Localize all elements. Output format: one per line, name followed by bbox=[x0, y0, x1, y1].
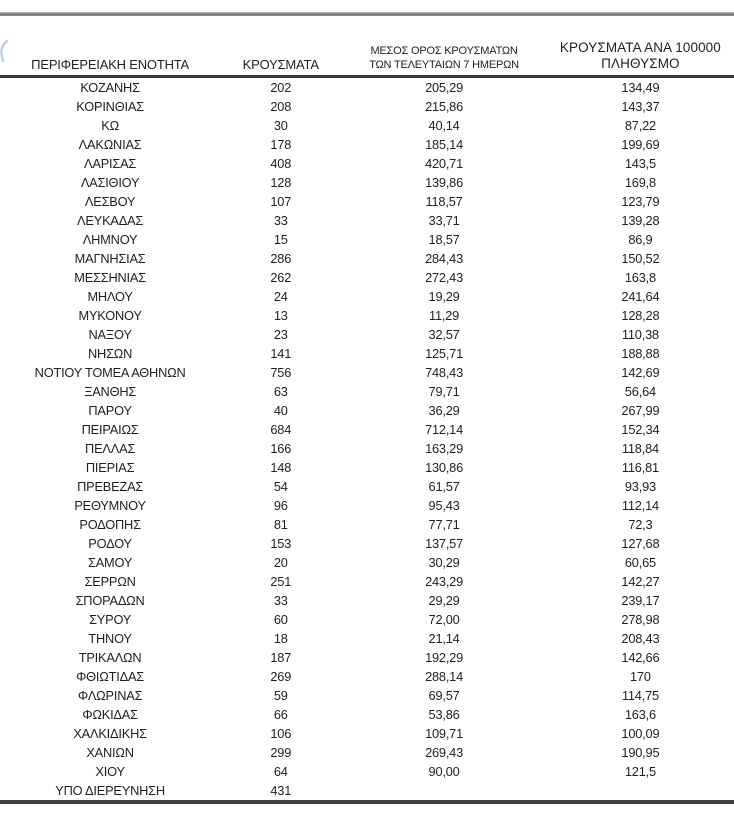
table-row bbox=[0, 743, 734, 762]
cell-cases: 286 bbox=[270, 251, 292, 266]
table-row bbox=[0, 705, 734, 724]
header-per-100000-line2: ΠΛΗΘΥΣΜΟ bbox=[601, 56, 680, 71]
cell-avg7: 40,14 bbox=[428, 118, 460, 133]
cell-per100k: 143,37 bbox=[621, 99, 660, 114]
cell-per100k: 190,95 bbox=[621, 745, 660, 760]
table-row bbox=[0, 667, 734, 686]
cell-avg7: 90,00 bbox=[428, 764, 460, 779]
cell-region: ΠΡΕΒΕΖΑΣ bbox=[77, 479, 144, 494]
table-row bbox=[0, 268, 734, 287]
cell-cases: 251 bbox=[270, 574, 292, 589]
cell-per100k: 118,84 bbox=[621, 441, 659, 456]
cell-cases: 20 bbox=[273, 555, 288, 570]
cell-region: ΦΩΚΙΔΑΣ bbox=[82, 707, 138, 722]
top-divider-line bbox=[0, 12, 734, 16]
table-row bbox=[0, 211, 734, 230]
table-row bbox=[0, 610, 734, 629]
cell-per100k: 150,52 bbox=[621, 251, 660, 266]
table-row bbox=[0, 553, 734, 572]
header-cases: ΚΡΟΥΣΜΑΤΑ bbox=[242, 57, 319, 72]
cell-avg7: 163,29 bbox=[425, 441, 464, 456]
cell-region: ΣΥΡΟΥ bbox=[89, 612, 132, 627]
cell-cases: 24 bbox=[273, 289, 288, 304]
cell-cases: 60 bbox=[273, 612, 288, 627]
cell-cases: 153 bbox=[270, 536, 292, 551]
cell-cases: 178 bbox=[270, 137, 292, 152]
cell-region: ΝΑΞΟΥ bbox=[88, 327, 132, 342]
cell-per100k: 208,43 bbox=[621, 631, 660, 646]
table-row bbox=[0, 249, 734, 268]
cell-avg7: 72,00 bbox=[428, 612, 460, 627]
cell-per100k: 114,75 bbox=[621, 688, 659, 703]
cell-region: ΚΟΖΑΝΗΣ bbox=[80, 80, 140, 95]
cell-per100k: 278,98 bbox=[621, 612, 660, 627]
table-row bbox=[0, 173, 734, 192]
cell-avg7: 21,14 bbox=[428, 631, 460, 646]
cell-avg7: 77,71 bbox=[428, 517, 460, 532]
cell-region: ΧΑΛΚΙΔΙΚΗΣ bbox=[73, 726, 147, 741]
cell-per100k: 128,28 bbox=[621, 308, 660, 323]
cell-avg7: 118,57 bbox=[425, 194, 463, 209]
cell-avg7: 137,57 bbox=[425, 536, 464, 551]
header-per-100000 bbox=[547, 40, 734, 77]
cell-region: ΠΙΕΡΙΑΣ bbox=[85, 460, 135, 475]
cell-region: ΛΑΣΙΘΙΟΥ bbox=[80, 175, 140, 190]
table-row bbox=[0, 477, 734, 496]
table-row bbox=[0, 135, 734, 154]
cell-per100k: 169,8 bbox=[624, 175, 656, 190]
cell-region: ΛΑΚΩΝΙΑΣ bbox=[78, 137, 142, 152]
cell-avg7: 139,86 bbox=[425, 175, 464, 190]
cell-region: ΠΕΙΡΑΙΩΣ bbox=[81, 422, 139, 437]
cell-avg7: 11,29 bbox=[429, 308, 460, 323]
table-row bbox=[0, 192, 734, 211]
cell-per100k: 93,93 bbox=[624, 479, 656, 494]
cell-per100k: 86,9 bbox=[628, 232, 653, 247]
cell-cases: 40 bbox=[273, 403, 288, 418]
table-row bbox=[0, 648, 734, 667]
table-row bbox=[0, 154, 734, 173]
header-avg-7day-line2: ΤΩΝ ΤΕΛΕΥΤΑΙΩΝ 7 ΗΜΕΡΩΝ bbox=[369, 58, 519, 71]
table-row bbox=[0, 325, 734, 344]
cell-cases: 15 bbox=[273, 232, 288, 247]
cell-region: ΡΕΘΥΜΝΟΥ bbox=[74, 498, 146, 513]
cell-cases: 23 bbox=[273, 327, 288, 342]
cell-avg7: 125,71 bbox=[425, 346, 464, 361]
table-row bbox=[0, 77, 734, 98]
table-row bbox=[0, 591, 734, 610]
cell-avg7: 130,86 bbox=[425, 460, 464, 475]
cell-cases: 262 bbox=[270, 270, 292, 285]
cell-avg7: 61,57 bbox=[428, 479, 460, 494]
table-row bbox=[0, 724, 734, 743]
cell-cases: 128 bbox=[270, 175, 292, 190]
cell-avg7: 32,57 bbox=[428, 327, 460, 342]
cell-cases: 202 bbox=[270, 80, 292, 95]
cell-per100k: 188,88 bbox=[621, 346, 660, 361]
cases-by-regional-unit-table bbox=[0, 40, 734, 804]
cell-per100k: 163,8 bbox=[624, 270, 656, 285]
cell-cases: 408 bbox=[270, 156, 292, 171]
table-row bbox=[0, 439, 734, 458]
header-regional-unit: ΠΕΡΙΦΕΡΕΙΑΚΗ ΕΝΟΤΗΤΑ bbox=[31, 57, 189, 72]
cell-region: ΧΑΝΙΩΝ bbox=[86, 745, 134, 760]
table-row bbox=[0, 686, 734, 705]
table-row bbox=[0, 496, 734, 515]
cell-region: ΤΗΝΟΥ bbox=[88, 631, 132, 646]
header-avg-7day-line1: ΜΕΣΟΣ ΟΡΟΣ ΚΡΟΥΣΜΑΤΩΝ bbox=[370, 45, 518, 57]
cell-avg7: 53,86 bbox=[428, 707, 460, 722]
cell-region: ΞΑΝΘΗΣ bbox=[84, 384, 137, 399]
cell-avg7: 192,29 bbox=[425, 650, 464, 665]
cell-cases: 33 bbox=[273, 213, 288, 228]
table-row bbox=[0, 97, 734, 116]
cell-avg7: 69,57 bbox=[428, 688, 460, 703]
cell-region: ΜΥΚΟΝΟΥ bbox=[78, 308, 142, 323]
cell-cases: 187 bbox=[270, 650, 292, 665]
cell-per100k: 267,99 bbox=[621, 403, 660, 418]
table-row bbox=[0, 382, 734, 401]
cell-per100k: 121,5 bbox=[624, 764, 656, 779]
cell-per100k: 123,79 bbox=[621, 194, 660, 209]
cell-per100k bbox=[547, 781, 734, 802]
cell-per100k: 112,14 bbox=[621, 498, 659, 513]
cell-avg7: 284,43 bbox=[425, 251, 464, 266]
cell-region: ΠΕΛΛΑΣ bbox=[85, 441, 136, 456]
cell-region: ΧΙΟΥ bbox=[95, 764, 125, 779]
cell-per100k: 139,28 bbox=[621, 213, 660, 228]
cell-cases: 299 bbox=[270, 745, 292, 760]
cell-region: ΡΟΔΟΥ bbox=[88, 536, 132, 551]
cell-region: ΡΟΔΟΠΗΣ bbox=[79, 517, 141, 532]
cell-per100k: 143,5 bbox=[624, 156, 656, 171]
cell-cases: 684 bbox=[270, 422, 292, 437]
cases-table-body bbox=[0, 77, 734, 803]
cell-region: ΚΩ bbox=[101, 118, 119, 133]
cell-region: ΛΑΡΙΣΑΣ bbox=[84, 156, 137, 171]
cell-cases: 107 bbox=[270, 194, 292, 209]
cell-cases: 106 bbox=[270, 726, 292, 741]
cell-per100k: 100,09 bbox=[621, 726, 660, 741]
cell-avg7: 269,43 bbox=[425, 745, 464, 760]
table-row bbox=[0, 363, 734, 382]
cell-avg7: 748,43 bbox=[425, 365, 464, 380]
cell-region: ΣΠΟΡΑΔΩΝ bbox=[75, 593, 145, 608]
cell-per100k: 152,34 bbox=[621, 422, 660, 437]
cell-region: ΜΕΣΣΗΝΙΑΣ bbox=[74, 270, 146, 285]
table-row bbox=[0, 572, 734, 591]
cell-avg7: 420,71 bbox=[425, 156, 464, 171]
cell-cases: 30 bbox=[273, 118, 288, 133]
cell-cases: 431 bbox=[270, 783, 292, 798]
cell-cases: 59 bbox=[273, 688, 288, 703]
cell-per100k: 142,69 bbox=[621, 365, 660, 380]
cell-cases: 166 bbox=[270, 441, 292, 456]
cell-cases: 269 bbox=[270, 669, 292, 684]
cell-avg7: 272,43 bbox=[425, 270, 464, 285]
cell-cases: 66 bbox=[273, 707, 288, 722]
cell-region: ΠΑΡΟΥ bbox=[88, 403, 132, 418]
cell-cases: 81 bbox=[273, 517, 288, 532]
cell-per100k: 60,65 bbox=[624, 555, 656, 570]
cell-region: ΦΘΙΩΤΙΔΑΣ bbox=[76, 669, 145, 684]
cell-avg7: 205,29 bbox=[425, 80, 464, 95]
cell-avg7: 185,14 bbox=[425, 137, 464, 152]
table-row bbox=[0, 306, 734, 325]
cell-cases: 54 bbox=[273, 479, 288, 494]
cell-region: ΣΑΜΟΥ bbox=[88, 555, 133, 570]
cell-region: ΚΟΡΙΝΘΙΑΣ bbox=[76, 99, 144, 114]
cell-per100k: 239,17 bbox=[621, 593, 660, 608]
cell-avg7: 36,29 bbox=[428, 403, 460, 418]
table-row bbox=[0, 534, 734, 553]
cell-region: ΣΕΡΡΩΝ bbox=[84, 574, 136, 589]
cell-region: ΦΛΩΡΙΝΑΣ bbox=[77, 688, 143, 703]
cell-avg7: 712,14 bbox=[425, 422, 464, 437]
cell-cases: 13 bbox=[273, 308, 288, 323]
cell-region: ΛΕΣΒΟΥ bbox=[84, 194, 136, 209]
cell-cases: 33 bbox=[273, 593, 288, 608]
cell-per100k: 87,22 bbox=[624, 118, 656, 133]
table-row bbox=[0, 401, 734, 420]
cell-region: ΜΑΓΝΗΣΙΑΣ bbox=[74, 251, 146, 266]
cell-avg7: 95,43 bbox=[428, 498, 460, 513]
cell-cases: 208 bbox=[270, 99, 292, 114]
cell-cases: 148 bbox=[270, 460, 292, 475]
cell-per100k: 134,49 bbox=[621, 80, 660, 95]
cell-per100k: 163,6 bbox=[624, 707, 656, 722]
table-row bbox=[0, 420, 734, 439]
cell-cases: 64 bbox=[273, 764, 288, 779]
cell-avg7: 109,71 bbox=[425, 726, 464, 741]
cell-cases: 96 bbox=[273, 498, 288, 513]
cell-region: ΝΗΣΩΝ bbox=[87, 346, 133, 361]
cell-cases: 63 bbox=[273, 384, 288, 399]
table-header bbox=[0, 40, 734, 77]
cell-region: ΜΗΛΟΥ bbox=[87, 289, 133, 304]
cell-per100k: 116,81 bbox=[621, 460, 659, 475]
cell-per100k: 72,3 bbox=[628, 517, 653, 532]
cell-region: ΥΠΟ ΔΙΕΡΕΥΝΗΣΗ bbox=[55, 783, 165, 798]
cell-avg7: 243,29 bbox=[425, 574, 464, 589]
table-row bbox=[0, 781, 734, 802]
cell-region: ΛΕΥΚΑΔΑΣ bbox=[77, 213, 144, 228]
cell-avg7: 288,14 bbox=[425, 669, 464, 684]
header-per-100000-line1: ΚΡΟΥΣΜΑΤΑ ΑΝΑ 100000 bbox=[559, 40, 721, 55]
cell-region: ΝΟΤΙΟΥ ΤΟΜΕΑ ΑΘΗΝΩΝ bbox=[34, 365, 186, 380]
cell-cases: 18 bbox=[273, 631, 288, 646]
cell-region: ΛΗΜΝΟΥ bbox=[82, 232, 138, 247]
header-avg-7day bbox=[341, 40, 547, 77]
cell-per100k: 110,38 bbox=[621, 327, 659, 342]
table-row bbox=[0, 116, 734, 135]
cell-per100k: 142,27 bbox=[621, 574, 660, 589]
cell-per100k: 199,69 bbox=[621, 137, 660, 152]
cell-per100k: 142,66 bbox=[621, 650, 660, 665]
table-row bbox=[0, 629, 734, 648]
cell-avg7: 33,71 bbox=[428, 213, 460, 228]
cell-avg7 bbox=[341, 781, 547, 802]
cell-avg7: 29,29 bbox=[428, 593, 460, 608]
cell-cases: 141 bbox=[270, 346, 292, 361]
table-row bbox=[0, 287, 734, 306]
cell-avg7: 18,57 bbox=[428, 232, 460, 247]
cell-per100k: 56,64 bbox=[624, 384, 656, 399]
table-row bbox=[0, 515, 734, 534]
table-row bbox=[0, 344, 734, 363]
header-row bbox=[0, 40, 734, 77]
cell-region: ΤΡΙΚΑΛΩΝ bbox=[78, 650, 142, 665]
table-row bbox=[0, 762, 734, 781]
cell-avg7: 79,71 bbox=[428, 384, 460, 399]
cell-per100k: 241,64 bbox=[621, 289, 660, 304]
cell-per100k: 127,68 bbox=[621, 536, 660, 551]
cell-avg7: 19,29 bbox=[428, 289, 460, 304]
cell-per100k: 170 bbox=[630, 669, 651, 684]
cell-avg7: 30,29 bbox=[428, 555, 460, 570]
table-row bbox=[0, 458, 734, 477]
cell-cases: 756 bbox=[270, 365, 292, 380]
table-row bbox=[0, 230, 734, 249]
cell-avg7: 215,86 bbox=[425, 99, 464, 114]
